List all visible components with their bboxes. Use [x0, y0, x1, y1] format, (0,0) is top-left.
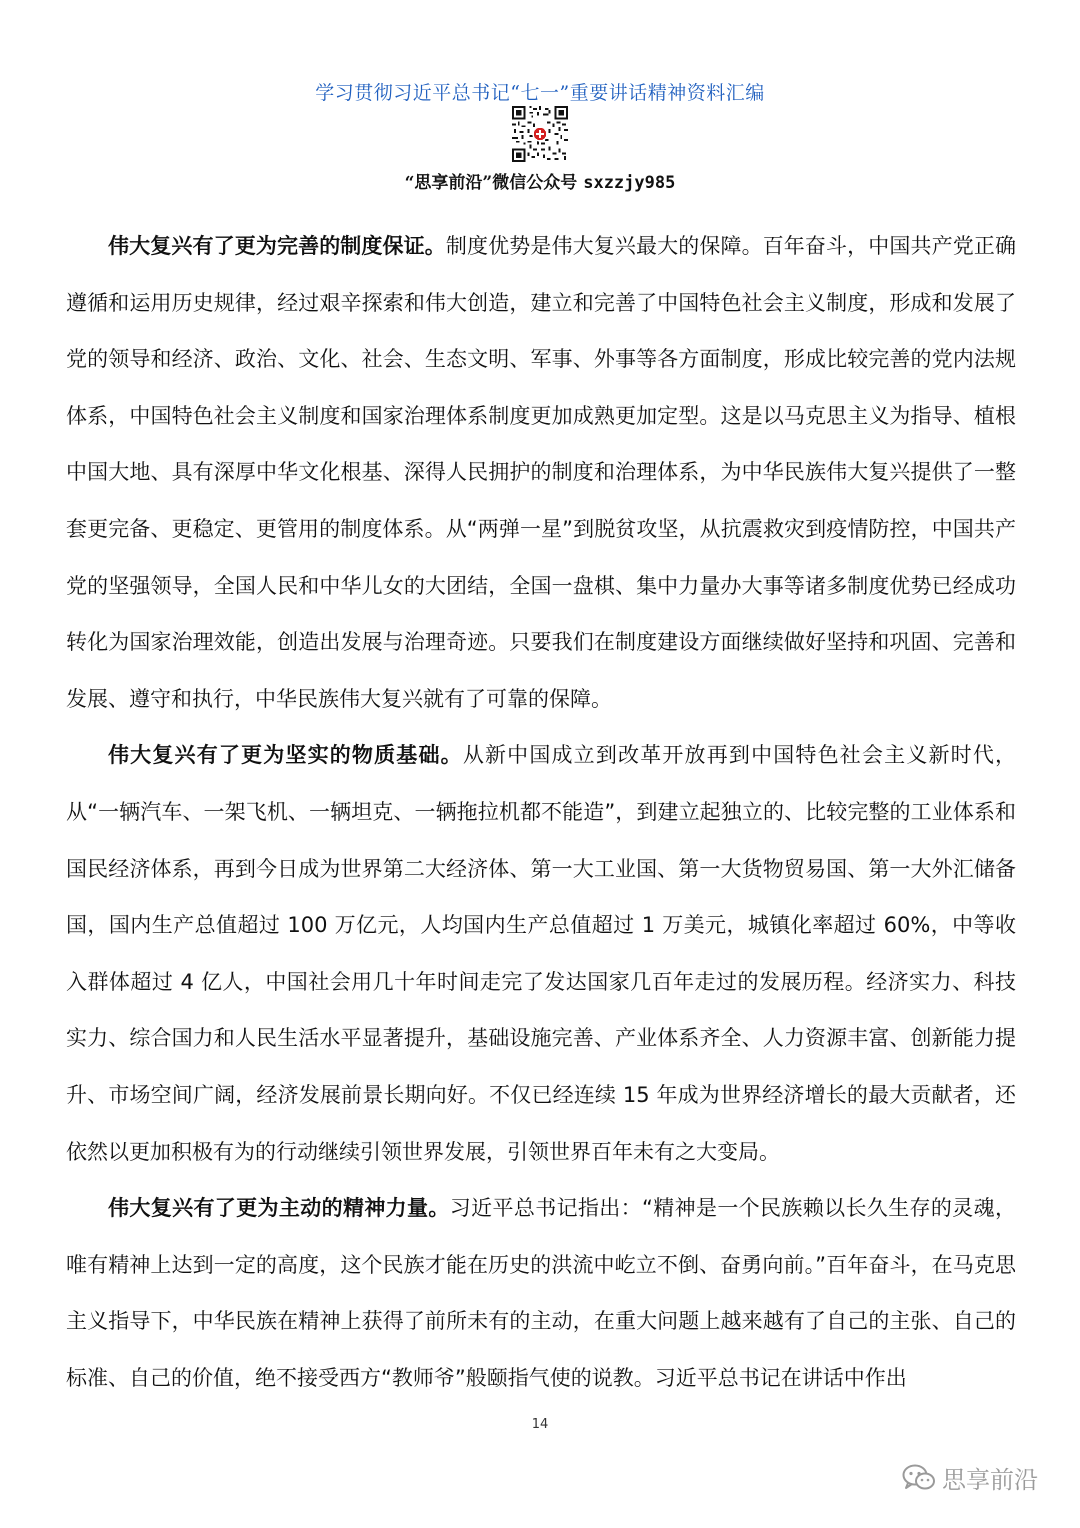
- paragraph-lead: 伟大复兴有了更为主动的精神力量。: [108, 1196, 450, 1221]
- header-title: 学习贯彻习近平总书记“七一”重要讲话精神资料汇编: [315, 82, 765, 104]
- article-body: [66, 218, 1016, 1406]
- paragraph: [66, 1180, 1016, 1406]
- paragraph-text: 从新中国成立到改革开放再到中国特色社会主义新时代，从“一辆汽车、一架飞机、一辆坦克、一辆拖拉机都不能造”，到建立起独立的、比较完整的工业体系和国民经济体系，再到今日成为世界第二大经济体、第一大工业国、第一大货物贸易国、第一大外汇储备国，国内生产总值超过 100 万亿元，人均国内生产总值超过 1 万美元，城镇化率超过 60%，中等收入群体超过 4 亿人，中国社会用几十年时间走完了发达国家几百年走过的发展历程。经济实力、科技实力、综合国力和人民生活水平显著提升，基础设施完善、产业体系齐全、人力资源丰富、创新能力提升、市场空间广阔，经济发展前景长期向好。不仅已经连续 15 年成为世界经济增长的最大贡献者，还依然以更加积极有为的行动继续引领世界发展，引领世界百年未有之大变局。: [66, 743, 1017, 1164]
- watermark-text: 思享前沿: [942, 1466, 1038, 1494]
- account-id: sxzzjy985: [583, 173, 676, 193]
- paragraph: [66, 218, 1016, 727]
- wechat-icon: [902, 1464, 936, 1492]
- account-line: [0, 168, 1080, 193]
- paragraph-lead: 伟大复兴有了更为坚实的物质基础。: [108, 743, 463, 768]
- account-label: “思享前沿”微信公众号: [404, 173, 578, 193]
- paragraph-lead: 伟大复兴有了更为完善的制度保证。: [108, 234, 446, 258]
- watermark: [902, 1460, 1038, 1495]
- paragraph: [66, 727, 1016, 1180]
- page-number: 14: [531, 1417, 549, 1432]
- paragraph-text: 制度优势是伟大复兴最大的保障。百年奋斗，中国共产党正确遵循和运用历史规律，经过艰辛探索和伟大创造，建立和完善了中国特色社会主义制度，形成和发展了党的领导和经济、政治、文化、社会、生态文明、军事、外事等各方面制度，形成比较完善的党内法规体系，中国特色社会主义制度和国家治理体系制度更加成熟更加定型。这是以马克思主义为指导、植根中国大地、具有深厚中华文化根基、深得人民拥护的制度和治理体系，为中华民族伟大复兴提供了一整套更完备、更稳定、更管用的制度体系。从“两弹一星”到脱贫攻坚，从抗震救灾到疫情防控，中国共产党的坚强领导，全国人民和中华儿女的大团结，全国一盘棋、集中力量办大事等诸多制度优势已经成功转化为国家治理效能，创造出发展与治理奇迹。只要我们在制度建设方面继续做好坚持和巩固、完善和发展、遵守和执行，中华民族伟大复兴就有了可靠的保障。: [66, 234, 1016, 711]
- qr-code-icon: [512, 106, 568, 162]
- paragraph-text: 习近平总书记指出：“精神是一个民族赖以长久生存的灵魂，唯有精神上达到一定的高度，这个民族才能在历史的洪流中屹立不倒、奋勇向前。”百年奋斗，在马克思主义指导下，中华民族在精神上获得了前所未有的主动，在重大问题上越来越有了自己的主张、自己的标准、自己的价值，绝不接受西方“教师爷”般颐指气使的说教。习近平总书记在讲话中作出: [66, 1196, 1016, 1390]
